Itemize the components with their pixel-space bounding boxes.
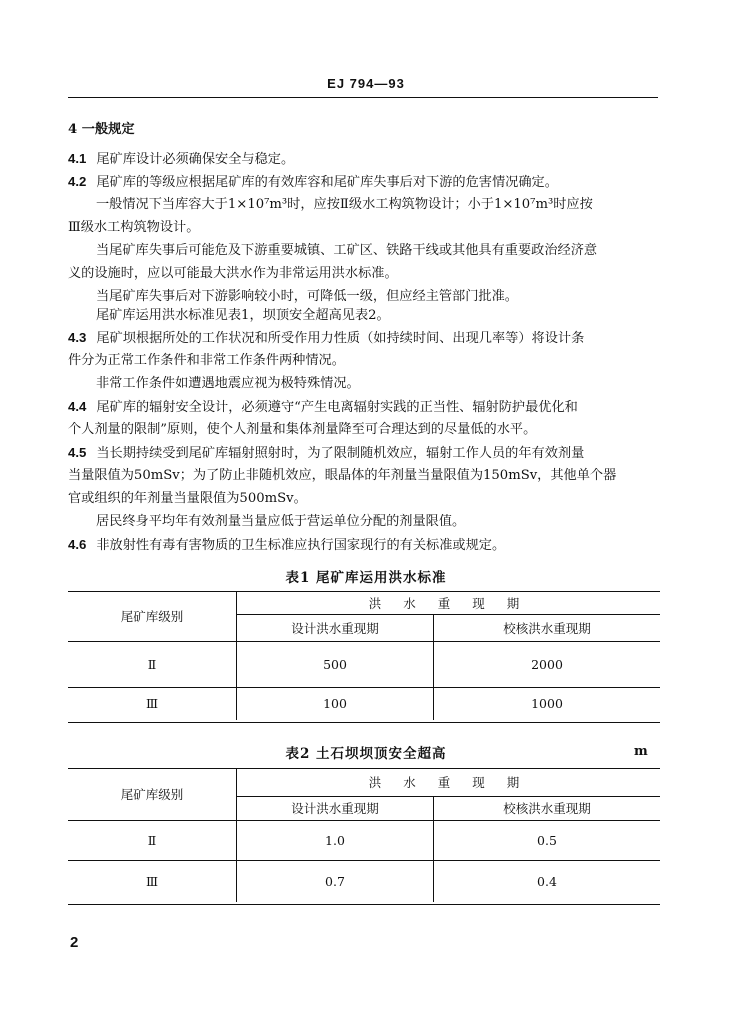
- clause-text: 尾矿库的辐射安全设计，必须遵守“产生电离辐射实践的正当性、辐射防护最优化和: [96, 400, 578, 415]
- paragraph-line: [68, 444, 668, 463]
- table-row: [68, 860, 660, 902]
- paragraph-line: 非常工作条件如遭遇地震应视为极特殊情况。: [96, 376, 360, 391]
- section-title: 4 一般规定: [68, 122, 135, 137]
- table-row: [68, 820, 660, 860]
- table1-cell-level: Ⅱ: [68, 641, 237, 687]
- table1: [68, 592, 660, 720]
- header-rule: [68, 97, 658, 98]
- table2-cell-level: Ⅲ: [68, 860, 237, 902]
- paragraph-line: [68, 329, 668, 348]
- paragraph-line: 尾矿库运用洪水标准见表1，坝顶安全超高见表2。: [96, 308, 390, 323]
- clause-text: 非放射性有毒有害物质的卫生标准应执行国家现行的有关标准或规定。: [96, 538, 506, 553]
- paragraph-line: [68, 173, 668, 192]
- clause-number: 4.2: [68, 174, 87, 189]
- table1-cell-level: Ⅲ: [68, 687, 237, 720]
- clause-text: 尾矿库设计必须确保安全与稳定。: [96, 152, 295, 167]
- table2-bottom-rule: [68, 904, 660, 905]
- table1-header-check: 校核洪水重现期: [434, 614, 661, 641]
- clause-number: 4.3: [68, 330, 87, 345]
- paragraph-line: 义的设施时，应以可能最大洪水作为非常运用洪水标准。: [68, 266, 398, 281]
- paragraph-line: [68, 398, 668, 417]
- table2-header-level: 尾矿库级别: [68, 769, 237, 820]
- table1-cell-design: 500: [237, 641, 434, 687]
- table2-cell-design: 1.0: [237, 820, 434, 860]
- table1-cell-check: 1000: [434, 687, 661, 720]
- paragraph-line: 当尾矿库失事后可能危及下游重要城镇、工矿区、铁路干线或其他具有重要政治经济意: [96, 243, 598, 258]
- paragraph-line: 当量限值为50mSv；为了防止非随机效应，眼晶体的年剂量当量限值为150mSv，其他单个器: [68, 468, 617, 483]
- paragraph-line: 居民终身平均年有效剂量当量应低于营运单位分配的剂量限值。: [96, 514, 466, 529]
- paragraph-line: 一般情况下当库容大于1×10⁷m³时，应按Ⅱ级水工构筑物设计；小于1×10⁷m³时应按: [96, 197, 593, 212]
- clause-number: 4.5: [68, 445, 87, 460]
- table1-bottom-rule: [68, 722, 660, 723]
- table1-cell-design: 100: [237, 687, 434, 720]
- clause-text: 当长期持续受到尾矿库辐射照射时，为了限制随机效应，辐射工作人员的年有效剂量: [96, 446, 585, 461]
- paragraph-line: 官或组织的年剂量当量限值为500mSv。: [68, 491, 307, 506]
- table2-cell-level: Ⅱ: [68, 820, 237, 860]
- table1-header-design: 设计洪水重现期: [237, 614, 434, 641]
- paragraph-line: 当尾矿库失事后对下游影响较小时，可降低一级，但应经主管部门批准。: [96, 289, 518, 304]
- table2-header-group: 洪 水 重 现 期: [368, 775, 529, 791]
- table2-unit: m: [634, 744, 648, 759]
- table1-cell-check: 2000: [434, 641, 661, 687]
- table1-caption: 表1 尾矿库运用洪水标准: [285, 570, 447, 586]
- document-code: EJ 794—93: [327, 76, 405, 91]
- table2-header-design: 设计洪水重现期: [237, 796, 434, 820]
- table-row: [68, 641, 660, 687]
- paragraph-line: 件分为正常工作条件和非常工作条件两种情况。: [68, 353, 345, 368]
- table2-header-check: 校核洪水重现期: [434, 796, 661, 820]
- table1-header-level: 尾矿库级别: [68, 592, 237, 641]
- clause-text: 尾矿坝根据所处的工作状况和所受作用力性质（如持续时间、出现几率等）将设计条: [96, 331, 585, 346]
- table1-header-group: 洪 水 重 现 期: [368, 595, 529, 611]
- clause-number: 4.1: [68, 151, 87, 166]
- clause-number: 4.6: [68, 537, 87, 552]
- paragraph-line: [68, 150, 668, 169]
- clause-number: 4.4: [68, 399, 87, 414]
- table2-cell-check: 0.4: [434, 860, 661, 902]
- table2-caption: 表2 土石坝坝顶安全超高: [285, 746, 447, 762]
- table-row: [68, 687, 660, 720]
- clause-text: 尾矿库的等级应根据尾矿库的有效库容和尾矿库失事后对下游的危害情况确定。: [96, 175, 558, 190]
- paragraph-line: [68, 536, 668, 555]
- paragraph-line: Ⅲ级水工构筑物设计。: [68, 220, 200, 235]
- page-number: 2: [70, 934, 79, 951]
- table2-cell-check: 0.5: [434, 820, 661, 860]
- table2-cell-design: 0.7: [237, 860, 434, 902]
- table2: [68, 769, 660, 902]
- paragraph-line: 个人剂量的限制”原则，使个人剂量和集体剂量降至可合理达到的尽量低的水平。: [68, 422, 537, 437]
